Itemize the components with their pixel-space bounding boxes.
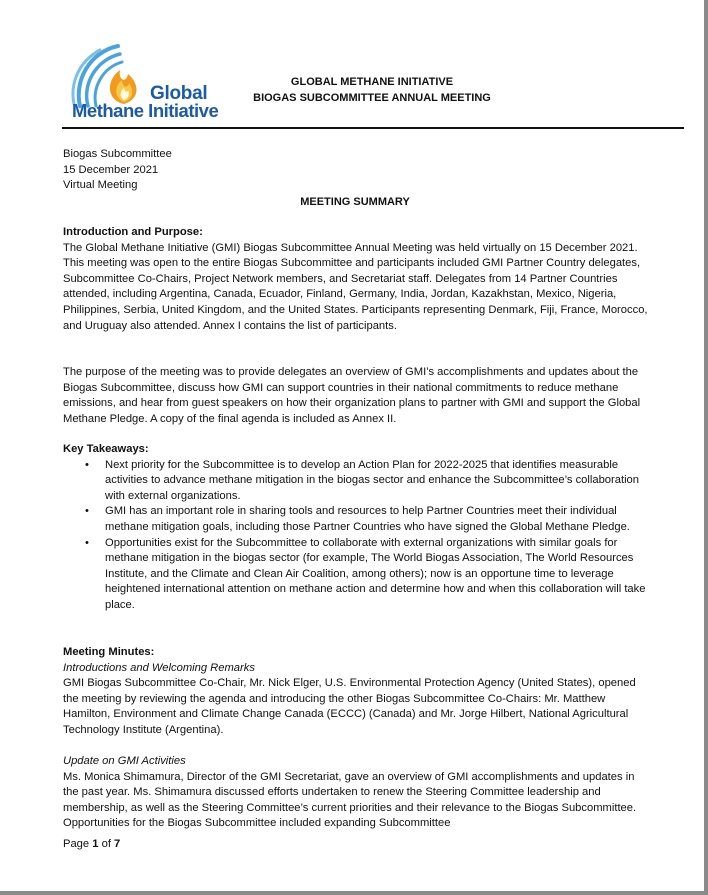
meta-date: 15 December 2021 (63, 164, 159, 176)
logo-text-line2: Methane Initiative (72, 100, 219, 121)
minutes-paragraph: GMI Biogas Subcommittee Co-Chair, Mr. Nick Elger, U.S. Environmental Protection Agency (United States), opened the meeting by reviewing the agenda and introducing the other Biogas Subcommittee Co-Chairs: Mr. Matthew Hamilton, Environment and Climate Change Canada (ECCC) (Canada) and Mr. Jorge Hilbert, National Agricultural Technology Institute (Argentina). (63, 677, 636, 736)
intro-paragraph-1: The Global Methane Initiative (GMI) Biogas Subcommittee Annual Meeting was held virtually on 15 December 2021. This meeting was open to the entire Biogas Subcommittee and participants included GMI Partner Country delegates, Subcommittee Co-Chairs, Project Network members, and Secretariat staff. Delegates from 14 Partner Countries attended, including Argentina, Canada, Ecuador, Finland, Germany, India, Jordan, Kazakhstan, Mexico, Nigeria, Philippines, Serbia, United Kingdom, and the United States. Participants representing Denmark, Fiji, France, Morocco, and Uruguay also attended. Annex I contains the list of participants. (63, 241, 648, 332)
page-edge-right (704, 0, 708, 895)
gmi-logo (66, 40, 226, 122)
bullet-icon: • (85, 458, 89, 471)
logo-text-line1: Global (150, 83, 208, 104)
bullet-icon: • (85, 505, 89, 518)
intro-paragraph-2: The purpose of the meeting was to provide delegates an overview of GMI’s accomplishments and updates about the Biogas Subcommittee, discuss how GMI can support countries in their national commitments to reduce methane emissions, and hear from guest speakers on how their organization plans to partner with GMI and support the Global Methane Pledge. A copy of the final agenda is included as Annex II. (63, 366, 641, 425)
intro-heading: Introduction and Purpose: (63, 226, 203, 238)
list-item (63, 458, 653, 505)
page-edge-bottom (0, 891, 708, 895)
intro-paragraph-2-block (63, 365, 653, 427)
minutes-heading: Meeting Minutes: (63, 646, 155, 658)
header-rule (62, 127, 684, 129)
meta-venue: Virtual Meeting (63, 179, 138, 191)
list-item (63, 536, 653, 614)
page-of-label: of (101, 838, 111, 850)
minutes-subheading: Update on GMI Activities (63, 755, 186, 767)
intro-section (63, 225, 653, 334)
header-title: GLOBAL METHANE INITIATIVE (290, 76, 454, 88)
takeaway-text: GMI has an important role in sharing tools and resources to help Partner Countries meet their individual methane mitigation goals, including those Partner Countries who have signed the Global Methane Pledge. (105, 505, 630, 533)
bullet-icon: • (85, 536, 89, 549)
page-number (63, 838, 120, 850)
page-total: 7 (114, 838, 121, 850)
minutes-subheading: Introductions and Welcoming Remarks (63, 661, 255, 674)
takeaways-heading: Key Takeaways: (63, 443, 149, 455)
gmi-update-section (63, 754, 653, 832)
header-subtitle: BIOGAS SUBCOMMITTEE ANNUAL MEETING (253, 92, 491, 104)
takeaway-text: Opportunities exist for the Subcommittee to collaborate with external organizations with similar goals for methane mitigation in the biogas sector (for example, The World Biogas Association, The World Resources Institute, and the Climate and Clean Air Coalition, among others); now is an opportune time to leverage heightened international attention on methane action and determine how and when this collaboration will take place. (105, 536, 646, 611)
takeaway-text: Next priority for the Subcommittee is to develop an Action Plan for 2022-2025 that identifies measurable activities to advance methane mitigation in the biogas sector and enhance the Subcommittee’s collaboration with external organizations. (105, 458, 640, 502)
minutes-section (63, 645, 653, 739)
takeaways-section (63, 442, 653, 614)
page-current: 1 (92, 838, 99, 850)
minutes-paragraph: Ms. Monica Shimamura, Director of the GMI Secretariat, gave an overview of GMI accomplishments and updates in the past year. Ms. Shimamura discussed efforts undertaken to renew the Steering Committee leadership and membership, as well as the Steering Committee’s current priorities and their relevance to the Biogas Subcommittee. Opportunities for the Biogas Subcommittee included expanding Subcommittee (63, 770, 637, 830)
page-label: Page (63, 838, 90, 850)
document-title: MEETING SUMMARY (300, 196, 410, 208)
list-item (63, 504, 653, 535)
takeaways-list (63, 458, 653, 614)
meta-group: Biogas Subcommittee (63, 148, 172, 160)
